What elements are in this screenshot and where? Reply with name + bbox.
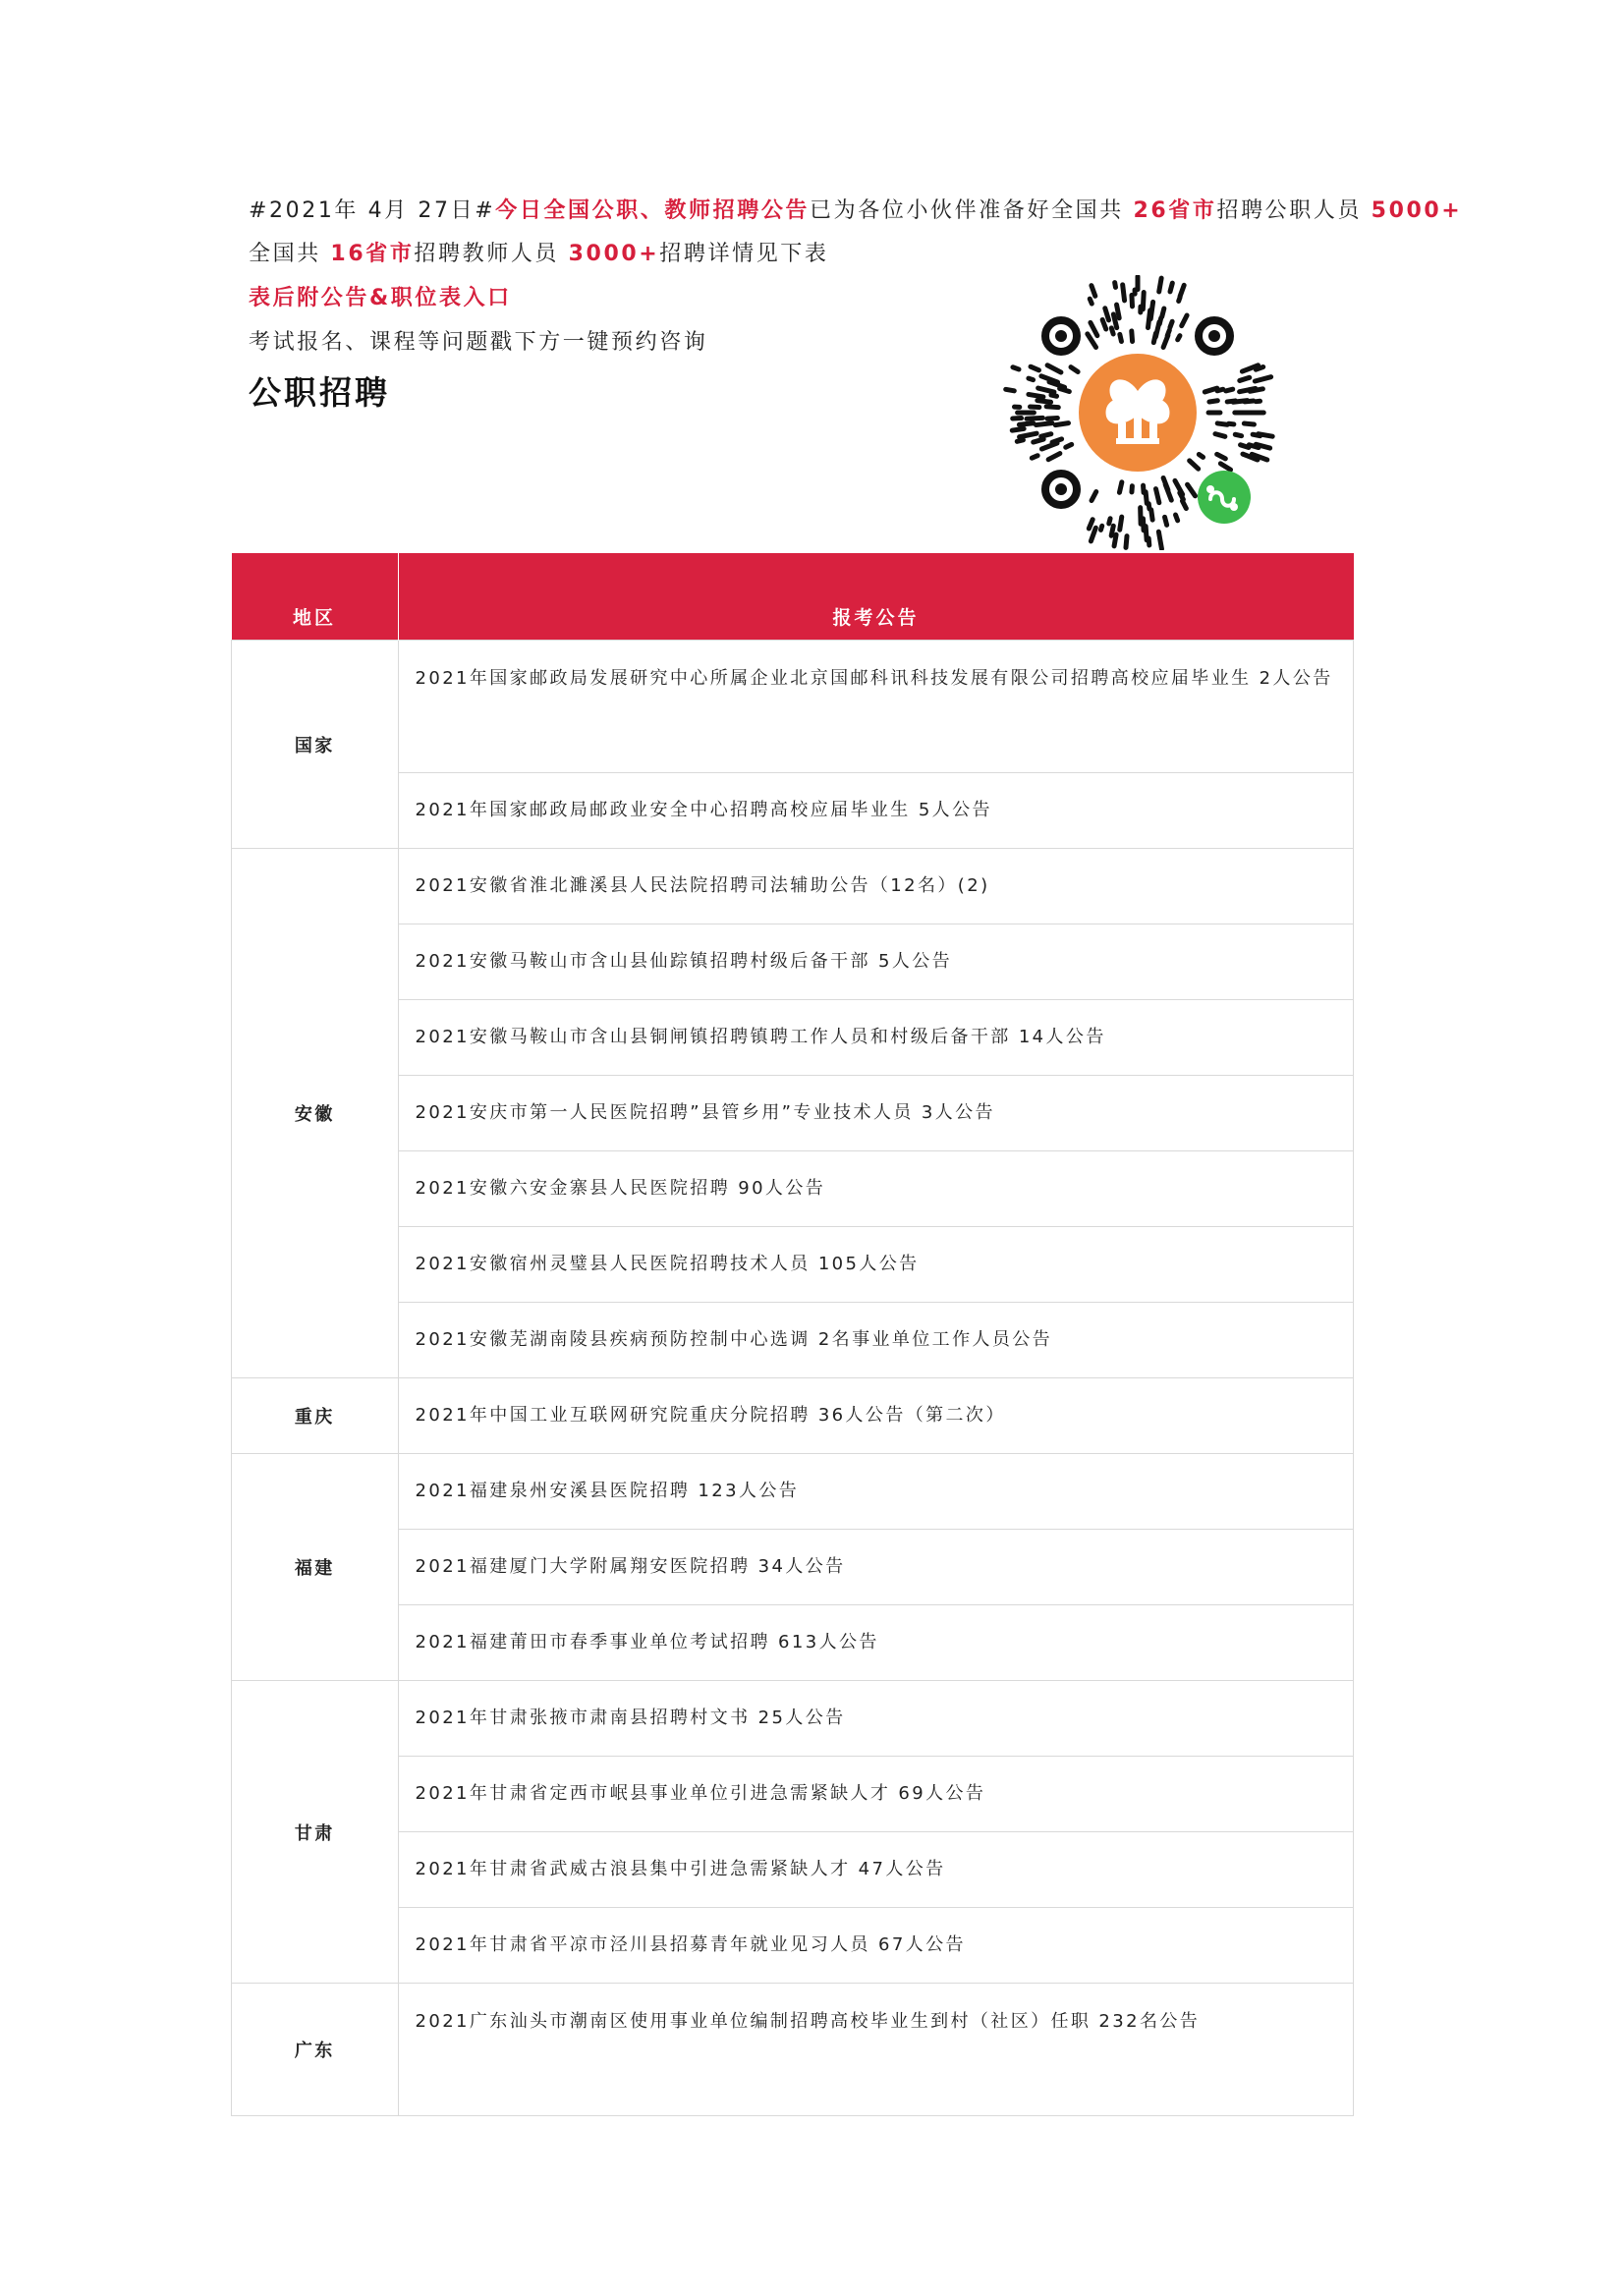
table-row [232,849,1354,924]
notice-text: 2021年甘肃张掖市肃南县招聘村文书 25人公告 [415,1708,846,1728]
notice-text: 2021年甘肃省武威古浪县集中引进急需紧缺人才 47人公告 [415,1859,946,1879]
table-row [232,1076,1354,1151]
table-row [232,1227,1354,1303]
notice-text: 2021年甘肃省定西市岷县事业单位引进急需紧缺人才 69人公告 [415,1783,986,1804]
table-row [232,1530,1354,1605]
intro-text: #2021年 4月 27日# [249,198,496,223]
notice-text: 2021福建泉州安溪县医院招聘 123人公告 [415,1481,800,1501]
region-cell: 甘肃 [232,1681,399,1984]
notice-text: 2021福建莆田市春季事业单位考试招聘 613人公告 [415,1632,879,1652]
mini-program-badge [1198,471,1251,524]
notice-text: 2021年中国工业互联网研究院重庆分院招聘 36人公告（第二次） [415,1405,1006,1426]
highlight-text: 3000+ [568,242,660,266]
region-cell: 福建 [232,1454,399,1681]
table-row [232,1151,1354,1227]
intro-line-1 [249,196,1462,226]
notice-link[interactable] [398,1000,1354,1076]
notice-link[interactable] [398,773,1354,849]
region-cell: 安徽 [232,849,399,1378]
notice-link[interactable] [398,1984,1354,2116]
header-notice: 报考公告 [398,553,1354,641]
region-cell: 广东 [232,1984,399,2116]
qr-code-icon[interactable] [1000,275,1275,550]
notice-link[interactable] [398,924,1354,1000]
notice-text: 2021安徽马鞍山市含山县仙踪镇招聘村级后备干部 5人公告 [415,951,953,972]
table-row [232,1908,1354,1984]
table-header-row [232,553,1354,641]
notice-link[interactable] [398,1908,1354,1984]
notice-text: 2021安徽省淮北濉溪县人民法院招聘司法辅助公告（12名）(2) [415,875,990,896]
notice-link[interactable] [398,1378,1354,1454]
notice-link[interactable] [398,1530,1354,1605]
table-row [232,773,1354,849]
notice-link[interactable] [398,1076,1354,1151]
notice-link[interactable] [398,1454,1354,1530]
table-row [232,1605,1354,1681]
table-row [232,1757,1354,1832]
table-row [232,924,1354,1000]
header-region: 地区 [232,553,399,641]
intro-text: 全国共 [249,242,331,266]
highlight-text: 今日全国公职、教师招聘公告 [495,198,811,223]
region-cell: 国家 [232,641,399,849]
notice-text: 2021福建厦门大学附属翔安医院招聘 34人公告 [415,1556,846,1577]
notice-entry-link[interactable]: 表后附公告&职位表入口 [249,286,512,310]
highlight-text: 16省市 [330,242,415,266]
intro-text: 招聘教师人员 [414,242,569,266]
notice-text: 2021年国家邮政局发展研究中心所属企业北京国邮科讯科技发展有限公司招聘高校应届毕业生 2人公告 [415,668,1333,689]
intro-text: 已为各位小伙伴准备好全国共 [810,198,1134,223]
notice-link[interactable] [398,849,1354,924]
notice-link[interactable] [398,1303,1354,1378]
consult-hint: 考试报名、课程等问题戳下方一键预约咨询 [249,330,708,355]
notice-text: 2021年甘肃省平凉市泾川县招募青年就业见习人员 67人公告 [415,1934,966,1955]
notice-link[interactable] [398,1832,1354,1908]
notice-link[interactable] [398,1757,1354,1832]
notice-link[interactable] [398,641,1354,773]
region-cell: 重庆 [232,1378,399,1454]
table-row [232,1832,1354,1908]
notice-text: 2021安徽马鞍山市含山县铜闸镇招聘镇聘工作人员和村级后备干部 14人公告 [415,1027,1106,1047]
table-row [232,1681,1354,1757]
section-title: 公职招聘 [249,373,390,412]
table-row [232,1303,1354,1378]
table-row [232,1000,1354,1076]
highlight-text: 5000+ [1371,198,1463,223]
intro-text: 招聘详情见下表 [659,242,829,266]
notice-link[interactable] [398,1681,1354,1757]
notice-text: 2021安徽六安金寨县人民医院招聘 90人公告 [415,1178,826,1199]
table-row [232,1984,1354,2116]
notice-text: 2021安徽芜湖南陵县疾病预防控制中心选调 2名事业单位工作人员公告 [415,1329,1053,1350]
notice-link[interactable] [398,1605,1354,1681]
recruitment-table [231,553,1354,2116]
intro-line-2 [249,240,829,269]
table-row [232,1454,1354,1530]
highlight-text: 26省市 [1133,198,1217,223]
notice-text: 2021年国家邮政局邮政业安全中心招聘高校应届毕业生 5人公告 [415,800,992,820]
notice-link[interactable] [398,1151,1354,1227]
notice-text: 2021安徽宿州灵璧县人民医院招聘技术人员 105人公告 [415,1254,920,1274]
notice-link[interactable] [398,1227,1354,1303]
table-row [232,641,1354,773]
notice-text: 2021广东汕头市潮南区使用事业单位编制招聘高校毕业生到村（社区）任职 232名公告 [415,2011,1201,2032]
notice-text: 2021安庆市第一人民医院招聘”县管乡用”专业技术人员 3人公告 [415,1102,995,1123]
table-row [232,1378,1354,1454]
intro-text: 招聘公职人员 [1216,198,1372,223]
